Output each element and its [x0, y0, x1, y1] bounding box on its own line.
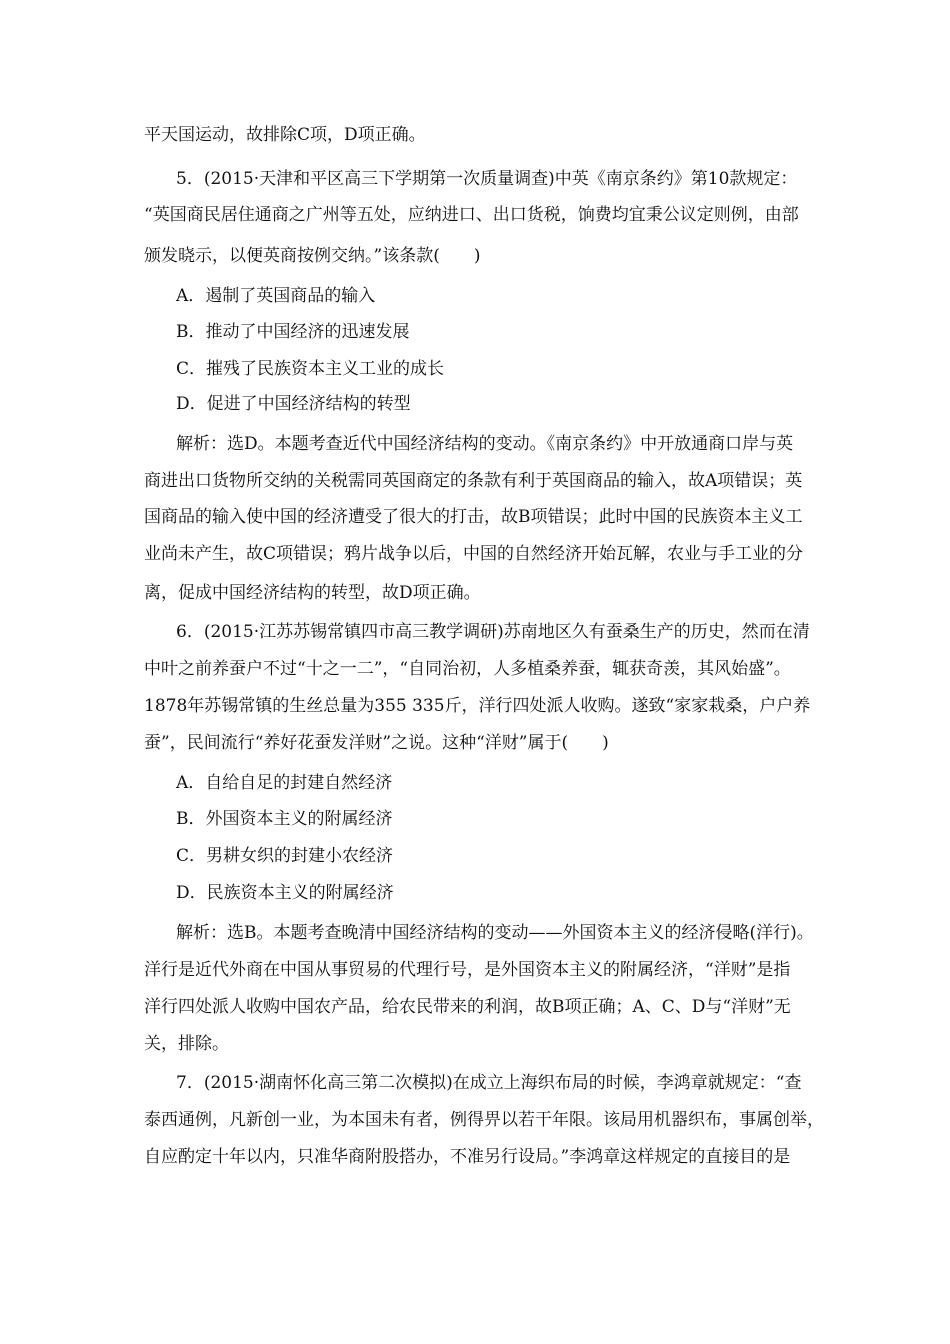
option-line: A．自给自足的封建自然经济 [176, 773, 393, 793]
text-line: 解析：选B。本题考查晚清中国经济结构的变动——外国资本主义的经济侵略(洋行)。 [176, 923, 814, 943]
text-line: 业尚未产生，故C项错误；鸦片战争以后，中国的自然经济开始瓦解，农业与手工业的分 [144, 544, 804, 564]
option-line: D．民族资本主义的附属经济 [176, 883, 394, 903]
option-line: B．推动了中国经济的迅速发展 [176, 322, 410, 342]
text-line: 关，排除。 [144, 1034, 229, 1054]
text-line: 离，促成中国经济结构的转型，故D项正确。 [144, 583, 481, 603]
option-line: A．遏制了英国商品的输入 [176, 286, 376, 306]
option-line: C．男耕女织的封建小农经济 [176, 846, 394, 866]
text-line: “英国商民居住通商之广州等五处，应纳进口、出口货税，饷费均宜秉公议定则例，由部 [144, 205, 799, 225]
text-line: 中叶之前养蚕户不过“十之一二”，“自同治初，人多植桑养蚕，辄获奇羡，其风始盛”。 [144, 659, 791, 679]
option-line: B．外国资本主义的附属经济 [176, 809, 393, 829]
text-line: 解析：选D。本题考查近代中国经济结构的变动。《南京条约》中开放通商口岸与英 [176, 434, 794, 454]
text-line: 1878年苏锡常镇的生丝总量为355 335斤，洋行四处派人收购。遂致“家家栽桑，户户养 [144, 696, 811, 716]
text-line: 自应酌定十年以内，只准华商附股搭办，不准另行设局。”李鸿章这样规定的直接目的是 [144, 1147, 791, 1167]
text-line: 蚕”，民间流行“养好花蚕发洋财”之说。这种“洋财”属于( ) [144, 733, 609, 753]
option-line: C．摧残了民族资本主义工业的成长 [176, 359, 445, 379]
text-line: 5．(2015·天津和平区高三下学期第一次质量调查)中英《南京条约》第10款规定： [176, 169, 798, 189]
text-line: 洋行四处派人收购中国农产品，给农民带来的利润，故B项正确；A、C、D与“洋财”无 [144, 997, 791, 1017]
text-line: 商进出口货物所交纳的关税需同英国商定的条款有利于英国商品的输入，故A项错误；英 [144, 471, 803, 491]
text-line: 国商品的输入使中国的经济遭受了很大的打击，故B项错误；此时中国的民族资本主义工 [144, 507, 803, 527]
text-line: 6．(2015·江苏苏锡常镇四市高三教学调研)苏南地区久有蚕桑生产的历史，然而在清 [176, 622, 810, 642]
text-line: 泰西通例，凡新创一业，为本国未有者，例得畀以若干年限。该局用机器织布，事属创举， [144, 1110, 824, 1130]
text-line: 颁发晓示，以便英商按例交纳。”该条款( ) [144, 246, 481, 266]
text-line: 洋行是近代外商在中国从事贸易的代理行号，是外国资本主义的附属经济，“洋财”是指 [144, 960, 791, 980]
text-line: 7．(2015·湖南怀化高三第二次模拟)在成立上海织布局的时候，李鸿章就规定：“查 [176, 1073, 802, 1093]
text-line: 平天国运动，故排除C项，D项正确。 [144, 125, 426, 145]
option-line: D．促进了中国经济结构的转型 [176, 394, 411, 414]
